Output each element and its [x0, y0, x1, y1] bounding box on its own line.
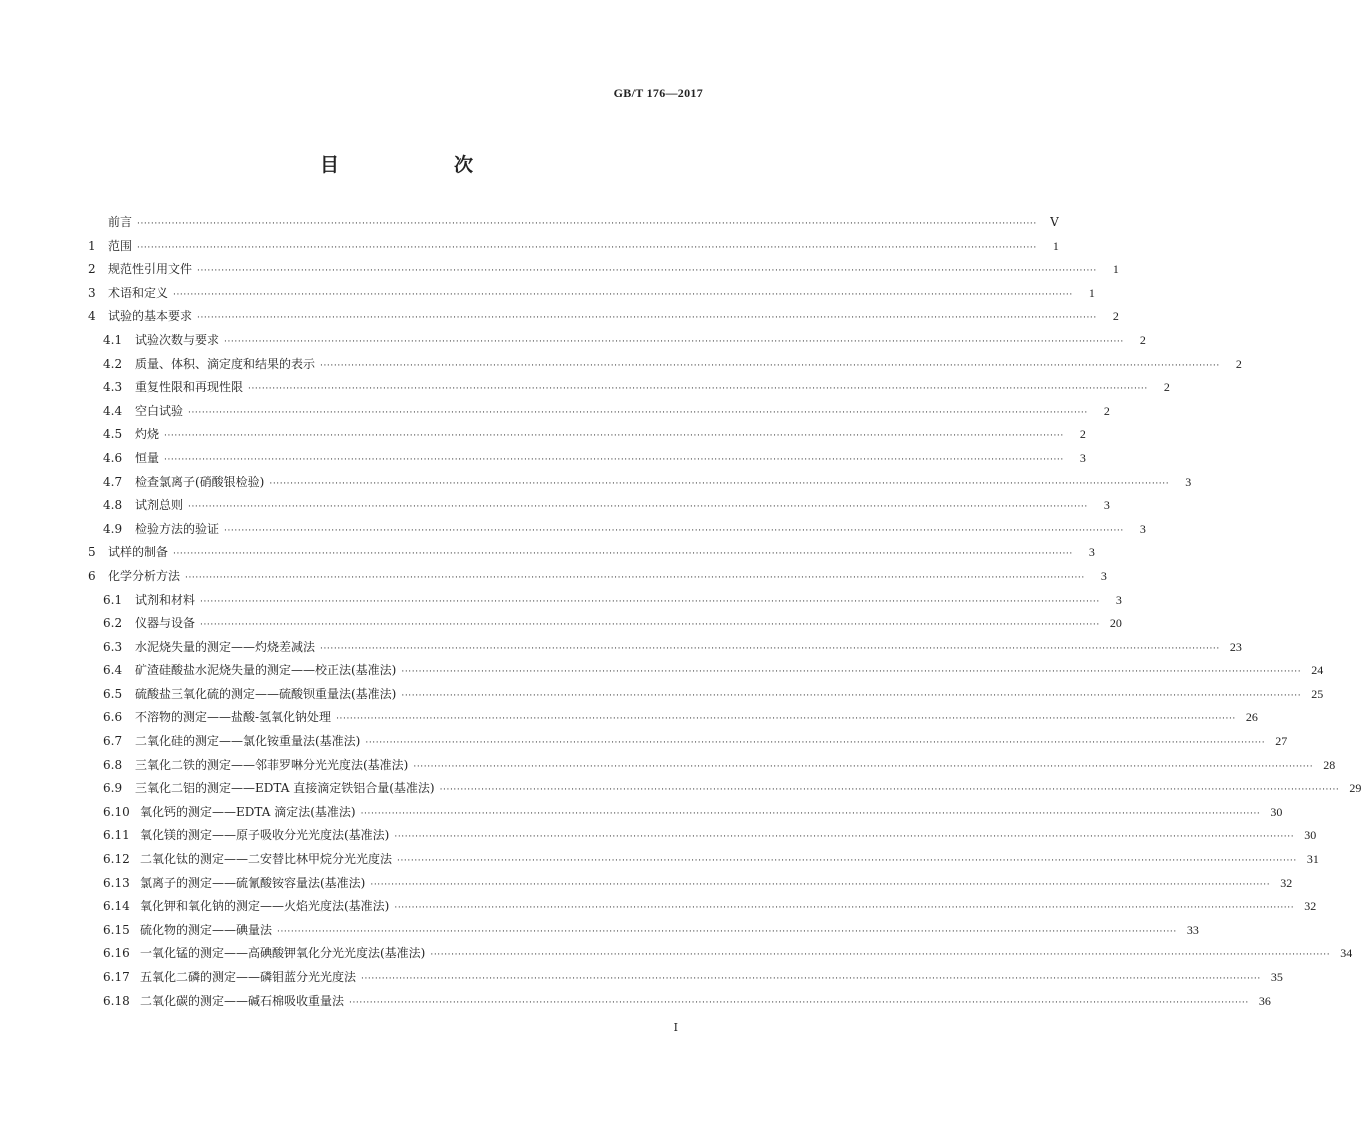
toc-entry-page: 2 — [1235, 356, 1242, 371]
dot-leader: ···································································································································································································································································· — [394, 903, 1295, 914]
toc-entry-page: 29 — [1349, 781, 1361, 796]
dot-leader: ···································································································································································································································································· — [197, 266, 1097, 277]
toc-entry-title: 范围 — [108, 238, 133, 253]
dot-leader: ···································································································································································································································································· — [370, 879, 1271, 890]
toc-entry-number: 6 — [88, 568, 96, 583]
dot-leader: ···································································································································································································································································· — [401, 690, 1302, 701]
toc-entry-page: 3 — [1079, 450, 1086, 465]
toc-entry-title: 硫酸盐三氧化硫的测定——硫酸钡重量法(基准法) — [135, 686, 397, 701]
toc-entry-title: 灼烧 — [135, 427, 160, 442]
toc-entry-title: 仪器与设备 — [135, 616, 196, 631]
toc-entry[interactable] — [88, 872, 1293, 896]
dot-leader: ···································································································································································································································································· — [401, 667, 1302, 678]
toc-entry[interactable] — [88, 659, 1324, 683]
toc-entry-page: 2 — [1103, 403, 1110, 418]
toc-entry-number: 6.14 — [103, 899, 130, 914]
toc-entry-number: 6.15 — [103, 922, 130, 937]
toc-entry[interactable] — [88, 636, 1242, 660]
dot-leader: ···································································································································································································································································· — [173, 289, 1073, 300]
dot-leader: ···································································································································································································································································· — [360, 808, 1261, 819]
toc-entry-page: 3 — [1185, 474, 1192, 489]
toc-entry-number: 6.8 — [103, 757, 123, 772]
toc-entry-number: 5 — [88, 545, 96, 560]
toc-entry-page: 3 — [1088, 545, 1095, 560]
toc-entry-title: 检验方法的验证 — [135, 521, 220, 536]
dot-leader: ···································································································································································································································································· — [224, 525, 1124, 536]
dot-leader: ···································································································································································································································································· — [185, 572, 1085, 583]
toc-entry-page: 36 — [1258, 993, 1271, 1008]
toc-entry-page: 27 — [1275, 734, 1288, 749]
dot-leader: ···································································································································································································································································· — [439, 785, 1340, 796]
toc-entry[interactable] — [88, 706, 1258, 730]
toc-entry-page: 24 — [1311, 663, 1324, 678]
dot-leader: ···································································································································································································································································· — [349, 997, 1249, 1008]
toc-entry-title: 二氧化钛的测定——二安替比林甲烷分光光度法 — [140, 852, 393, 867]
toc-entry-page: 35 — [1270, 970, 1283, 984]
dot-leader: ···································································································································································································································································· — [137, 242, 1037, 253]
toc-entry-title: 试样的制备 — [108, 545, 169, 560]
dot-leader: ···································································································································································································································································· — [200, 596, 1100, 607]
toc-entry-title: 重复性限和再现性限 — [135, 380, 244, 395]
dot-leader: ···································································································································································································································································· — [394, 832, 1295, 843]
dot-leader: ···································································································································································································································································· — [336, 714, 1236, 725]
toc-entry-number: 2 — [88, 262, 96, 277]
toc-entry-title: 前言 — [108, 215, 133, 229]
dot-leader: ···································································································································································································································································· — [137, 219, 1037, 229]
toc-entry-title: 矿渣硅酸盐水泥烧失量的测定——校正法(基准法) — [135, 663, 397, 678]
toc-entry-number: 4.2 — [103, 356, 123, 371]
toc-entry-title: 五氧化二磷的测定——磷钼蓝分光光度法 — [140, 970, 357, 984]
toc-entry-page: 34 — [1340, 946, 1353, 961]
toc-entry-page: 2 — [1139, 332, 1146, 347]
toc-entry-number: 6.12 — [103, 852, 130, 867]
toc-entry-number: 6.9 — [103, 781, 123, 796]
toc-entry-title: 化学分析方法 — [108, 568, 181, 583]
dot-leader: ···································································································································································································································································· — [164, 431, 1064, 442]
toc-entry[interactable] — [88, 282, 1095, 306]
toc-entry-page: 26 — [1245, 710, 1258, 725]
toc-entry-page: 3 — [1100, 568, 1107, 583]
toc-entry-page: 3 — [1115, 592, 1122, 607]
toc-entry-number: 4 — [88, 309, 96, 324]
toc-entry-title: 术语和定义 — [108, 285, 169, 300]
toc-entry-page: 30 — [1270, 804, 1283, 819]
toc-entry-page: 28 — [1323, 757, 1336, 772]
toc-entry-number: 1 — [88, 238, 96, 253]
toc-entry-number: 6.7 — [103, 734, 123, 749]
toc-entry-number: 6.1 — [103, 592, 123, 607]
toc-entry[interactable] — [88, 942, 1353, 966]
toc-entry[interactable] — [88, 376, 1170, 400]
toc-entry-page: Ⅴ — [1050, 215, 1059, 229]
toc-entry-number: 4.4 — [103, 403, 123, 418]
toc-entry[interactable] — [88, 754, 1336, 778]
toc-entry-number: 6.3 — [103, 639, 123, 654]
toc-entry-page: 1 — [1052, 238, 1059, 253]
toc-entry-page: 32 — [1304, 899, 1317, 914]
toc-entry-page: 25 — [1311, 686, 1324, 701]
toc-entry-page: 3 — [1139, 521, 1146, 536]
toc-entry-title: 试验次数与要求 — [135, 332, 220, 347]
toc-entry-title: 试剂和材料 — [135, 592, 196, 607]
dot-leader: ···································································································································································································································································· — [397, 856, 1297, 867]
toc-entry-page: 32 — [1280, 875, 1293, 890]
toc-entry-number: 4.8 — [103, 498, 123, 513]
toc-entry[interactable] — [88, 612, 1122, 636]
toc-entry-number: 6.11 — [103, 828, 130, 843]
toc-entry-number: 6.16 — [103, 946, 130, 961]
standard-code: GB/T 176—2017 — [613, 86, 703, 100]
toc-entry-title: 氧化钾和氧化钠的测定——火焰光度法(基准法) — [140, 899, 390, 914]
toc-entry-title: 一氧化锰的测定——高碘酸钾氧化分光光度法(基准法) — [140, 946, 426, 961]
toc-entry-number: 3 — [88, 285, 96, 300]
dot-leader: ···································································································································································································································································· — [188, 407, 1088, 418]
dot-leader: ···································································································································································································································································· — [320, 643, 1220, 654]
dot-leader: ···································································································································································································································································· — [188, 502, 1088, 513]
dot-leader: ···································································································································································································································································· — [248, 384, 1148, 395]
toc-entry-number: 6.4 — [103, 663, 123, 678]
page-title: 目 次 — [319, 154, 521, 176]
page-number: Ⅰ — [673, 1022, 678, 1034]
dot-leader: ···································································································································································································································································· — [361, 974, 1261, 984]
toc-entry-title: 二氧化硅的测定——氯化铵重量法(基准法) — [135, 734, 361, 749]
toc-entry[interactable] — [88, 683, 1324, 707]
toc-entry[interactable] — [88, 305, 1119, 329]
toc-entry-number: 6.13 — [103, 875, 130, 890]
toc-entry-title: 水泥烧失量的测定——灼烧差减法 — [135, 639, 316, 654]
toc-entry-number: 6.6 — [103, 710, 123, 725]
toc-entry[interactable] — [88, 990, 1271, 1014]
toc-entry-title: 试验的基本要求 — [108, 309, 193, 324]
toc-entry-title: 氯离子的测定——硫氰酸铵容量法(基准法) — [140, 875, 366, 890]
toc-entry-number: 4.5 — [103, 427, 123, 442]
toc-entry[interactable] — [88, 211, 1059, 235]
dot-leader: ···································································································································································································································································· — [173, 549, 1073, 560]
toc-entry-page: 31 — [1306, 852, 1319, 867]
toc-entry-number: 6.17 — [103, 970, 130, 984]
toc-entry[interactable] — [88, 471, 1192, 495]
toc-entry-page: 23 — [1229, 639, 1242, 654]
table-of-contents — [88, 211, 1361, 1013]
dot-leader: ···································································································································································································································································· — [277, 926, 1177, 937]
toc-entry-title: 硫化物的测定——碘量法 — [140, 922, 273, 937]
toc-entry[interactable] — [88, 730, 1288, 754]
dot-leader: ···································································································································································································································································· — [164, 454, 1064, 465]
toc-entry-title: 恒量 — [135, 450, 160, 465]
toc-entry-number: 6.18 — [103, 993, 130, 1008]
toc-entry-page: 2 — [1079, 427, 1086, 442]
toc-entry[interactable] — [88, 258, 1119, 282]
toc-entry[interactable] — [88, 589, 1122, 613]
toc-entry-number: 4.6 — [103, 450, 123, 465]
toc-entry[interactable] — [88, 400, 1110, 424]
toc-entry-title: 氧化钙的测定——EDTA 滴定法(基准法) — [140, 804, 356, 819]
toc-entry[interactable] — [88, 235, 1059, 259]
toc-entry-page: 1 — [1088, 285, 1095, 300]
toc-entry[interactable] — [88, 919, 1199, 943]
toc-entry[interactable] — [88, 895, 1317, 919]
dot-leader: ···································································································································································································································································· — [224, 336, 1124, 347]
toc-entry[interactable] — [88, 565, 1107, 589]
toc-entry-title: 质量、体积、滴定度和结果的表示 — [135, 356, 316, 371]
toc-entry-page: 20 — [1109, 616, 1122, 631]
toc-entry-page: 30 — [1304, 828, 1317, 843]
toc-entry[interactable] — [88, 353, 1242, 377]
toc-entry-title: 试剂总则 — [135, 498, 184, 513]
toc-entry[interactable] — [88, 777, 1361, 801]
toc-entry[interactable] — [88, 447, 1086, 471]
toc-entry[interactable] — [88, 966, 1283, 990]
toc-entry-number: 6.2 — [103, 616, 123, 631]
toc-entry[interactable] — [88, 423, 1086, 447]
toc-entry-title: 二氧化碳的测定——碱石棉吸收重量法 — [140, 993, 345, 1008]
toc-entry-title: 检查氯离子(硝酸银检验) — [135, 474, 265, 489]
toc-entry[interactable] — [88, 518, 1146, 542]
toc-entry-page: 2 — [1163, 380, 1170, 395]
toc-entry-number: 4.3 — [103, 380, 123, 395]
toc-entry-title: 三氧化二铁的测定——邻菲罗啉分光光度法(基准法) — [135, 757, 409, 772]
toc-entry-title: 空白试验 — [135, 403, 184, 418]
toc-entry[interactable] — [88, 541, 1095, 565]
dot-leader: ···································································································································································································································································· — [269, 478, 1170, 489]
toc-entry-page: 3 — [1103, 498, 1110, 513]
toc-entry[interactable] — [88, 801, 1283, 825]
toc-entry-title: 三氧化二铝的测定——EDTA 直接滴定铁铝合量(基准法) — [135, 781, 435, 796]
toc-entry[interactable] — [88, 824, 1317, 848]
toc-entry-title: 规范性引用文件 — [108, 262, 193, 277]
toc-entry-page: 33 — [1186, 922, 1199, 937]
toc-entry-number: 4.9 — [103, 521, 123, 536]
dot-leader: ···································································································································································································································································· — [320, 360, 1220, 371]
dot-leader: ···································································································································································································································································· — [197, 313, 1097, 324]
dot-leader: ···································································································································································································································································· — [200, 620, 1100, 631]
toc-entry-page: 2 — [1112, 309, 1119, 324]
toc-entry[interactable] — [88, 848, 1319, 872]
toc-entry[interactable] — [88, 494, 1110, 518]
toc-entry-title: 不溶物的测定——盐酸-氢氧化钠处理 — [135, 710, 332, 725]
toc-entry-number: 4.1 — [103, 332, 123, 347]
toc-entry-number: 6.5 — [103, 686, 123, 701]
toc-entry[interactable] — [88, 329, 1146, 353]
dot-leader: ···································································································································································································································································· — [413, 761, 1314, 772]
toc-entry-number: 4.7 — [103, 474, 123, 489]
toc-entry-page: 1 — [1112, 262, 1119, 277]
dot-leader: ···································································································································································································································································· — [430, 950, 1331, 961]
dot-leader: ···································································································································································································································································· — [365, 738, 1266, 749]
toc-entry-title: 氧化镁的测定——原子吸收分光光度法(基准法) — [140, 828, 390, 843]
toc-entry-number: 6.10 — [103, 804, 130, 819]
